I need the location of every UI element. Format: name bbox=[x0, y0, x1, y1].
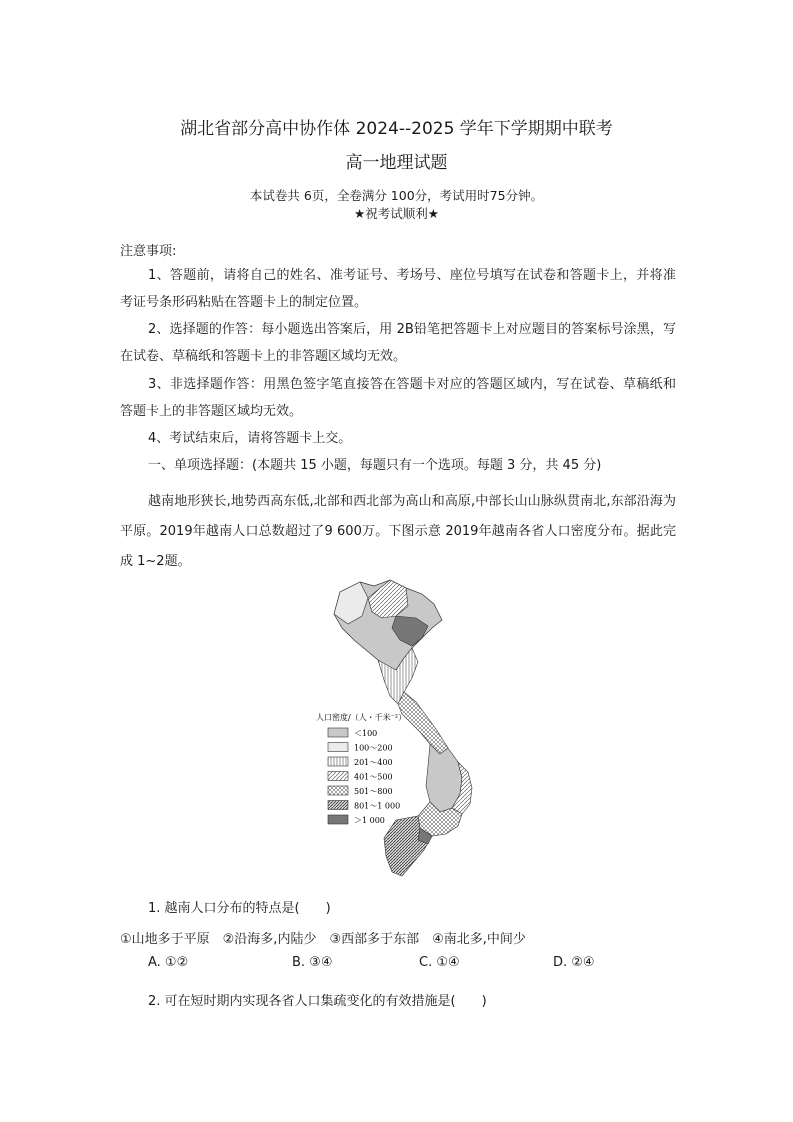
legend-swatch bbox=[328, 786, 348, 795]
notes-heading: 注意事项: bbox=[120, 244, 177, 259]
map-legend bbox=[328, 728, 400, 825]
question-1-option-c[interactable]: C. ①④ bbox=[419, 955, 460, 970]
note-item-4: 4、考试结束后，请将答题卡上交。 bbox=[148, 431, 352, 446]
note-item-1: 1、答题前，请将自己的姓名、准考证号、考场号、座位号填写在试卷和答题卡上，并将准考证号条形码粘贴在答题卡上的制定位置。 bbox=[120, 268, 676, 310]
exam-wish: ★祝考试顺利★ bbox=[354, 206, 439, 221]
vietnam-population-density-map bbox=[312, 576, 482, 886]
question-1-option-d[interactable]: D. ②④ bbox=[553, 955, 595, 970]
exam-title: 湖北省部分高中协作体 2024--2025 学年下学期期中联考 bbox=[180, 119, 613, 139]
legend-label: 401～500 bbox=[354, 772, 393, 782]
legend-swatch bbox=[328, 743, 348, 752]
legend-label: 801～1 000 bbox=[354, 801, 401, 811]
exam-info: 本试卷共 6页，全卷满分 100分，考试用时75分钟。 bbox=[249, 188, 544, 203]
legend-title: 人口密度/（人・千米⁻²） bbox=[316, 713, 407, 722]
question-1-option-a[interactable]: A. ①② bbox=[148, 955, 189, 970]
note-item-2: 2、选择题的作答：每小题选出答案后，用 2B铅笔把答题卡上对应题目的答案标号涂黑，写在试卷、草稿纸和答题卡上的非答题区域均无效。 bbox=[120, 322, 676, 364]
legend-swatch bbox=[328, 728, 348, 737]
note-item-3: 3、非选择题作答：用黑色签字笔直接答在答题卡对应的答题区域内，写在试卷、草稿纸和答题卡上的非答题区域均无效。 bbox=[120, 377, 676, 419]
question-2-stem: 2. 可在短时期内实现各省人口集疏变化的有效措施是( ) bbox=[148, 994, 487, 1009]
legend-swatch bbox=[328, 772, 348, 781]
section-heading: 一、单项选择题：(本题共 15 小题，每题只有一个选项。每题 3 分，共 45 分) bbox=[148, 458, 602, 473]
legend-label: 100～200 bbox=[354, 743, 393, 753]
legend-label: 501～800 bbox=[354, 787, 393, 796]
map-region-central-strip bbox=[398, 692, 448, 754]
exam-subtitle: 高一地理试题 bbox=[345, 153, 448, 173]
intro-paragraph: 越南地形狭长,地势西高东低,北部和西北部为高山和高原,中部长山山脉纵贯南北,东部沿海为平原。2019年越南人口总数超过了9 600万。下图示意 2019年越南各省人口密度分布。据此完成 1~2题。 bbox=[120, 494, 676, 569]
legend-swatch bbox=[328, 757, 348, 766]
legend-label: ＞1 000 bbox=[354, 816, 385, 825]
question-1-option-b[interactable]: B. ③④ bbox=[292, 955, 333, 970]
legend-label: ＜100 bbox=[354, 729, 378, 738]
question-1-stem: 1. 越南人口分布的特点是( ) bbox=[148, 901, 331, 916]
legend-swatch bbox=[328, 801, 348, 810]
question-1-statements: ①山地多于平原 ②沿海多,内陆少 ③西部多于东部 ④南北多,中间少 bbox=[120, 932, 526, 947]
legend-swatch bbox=[328, 815, 348, 824]
legend-label: 201～400 bbox=[354, 758, 393, 767]
